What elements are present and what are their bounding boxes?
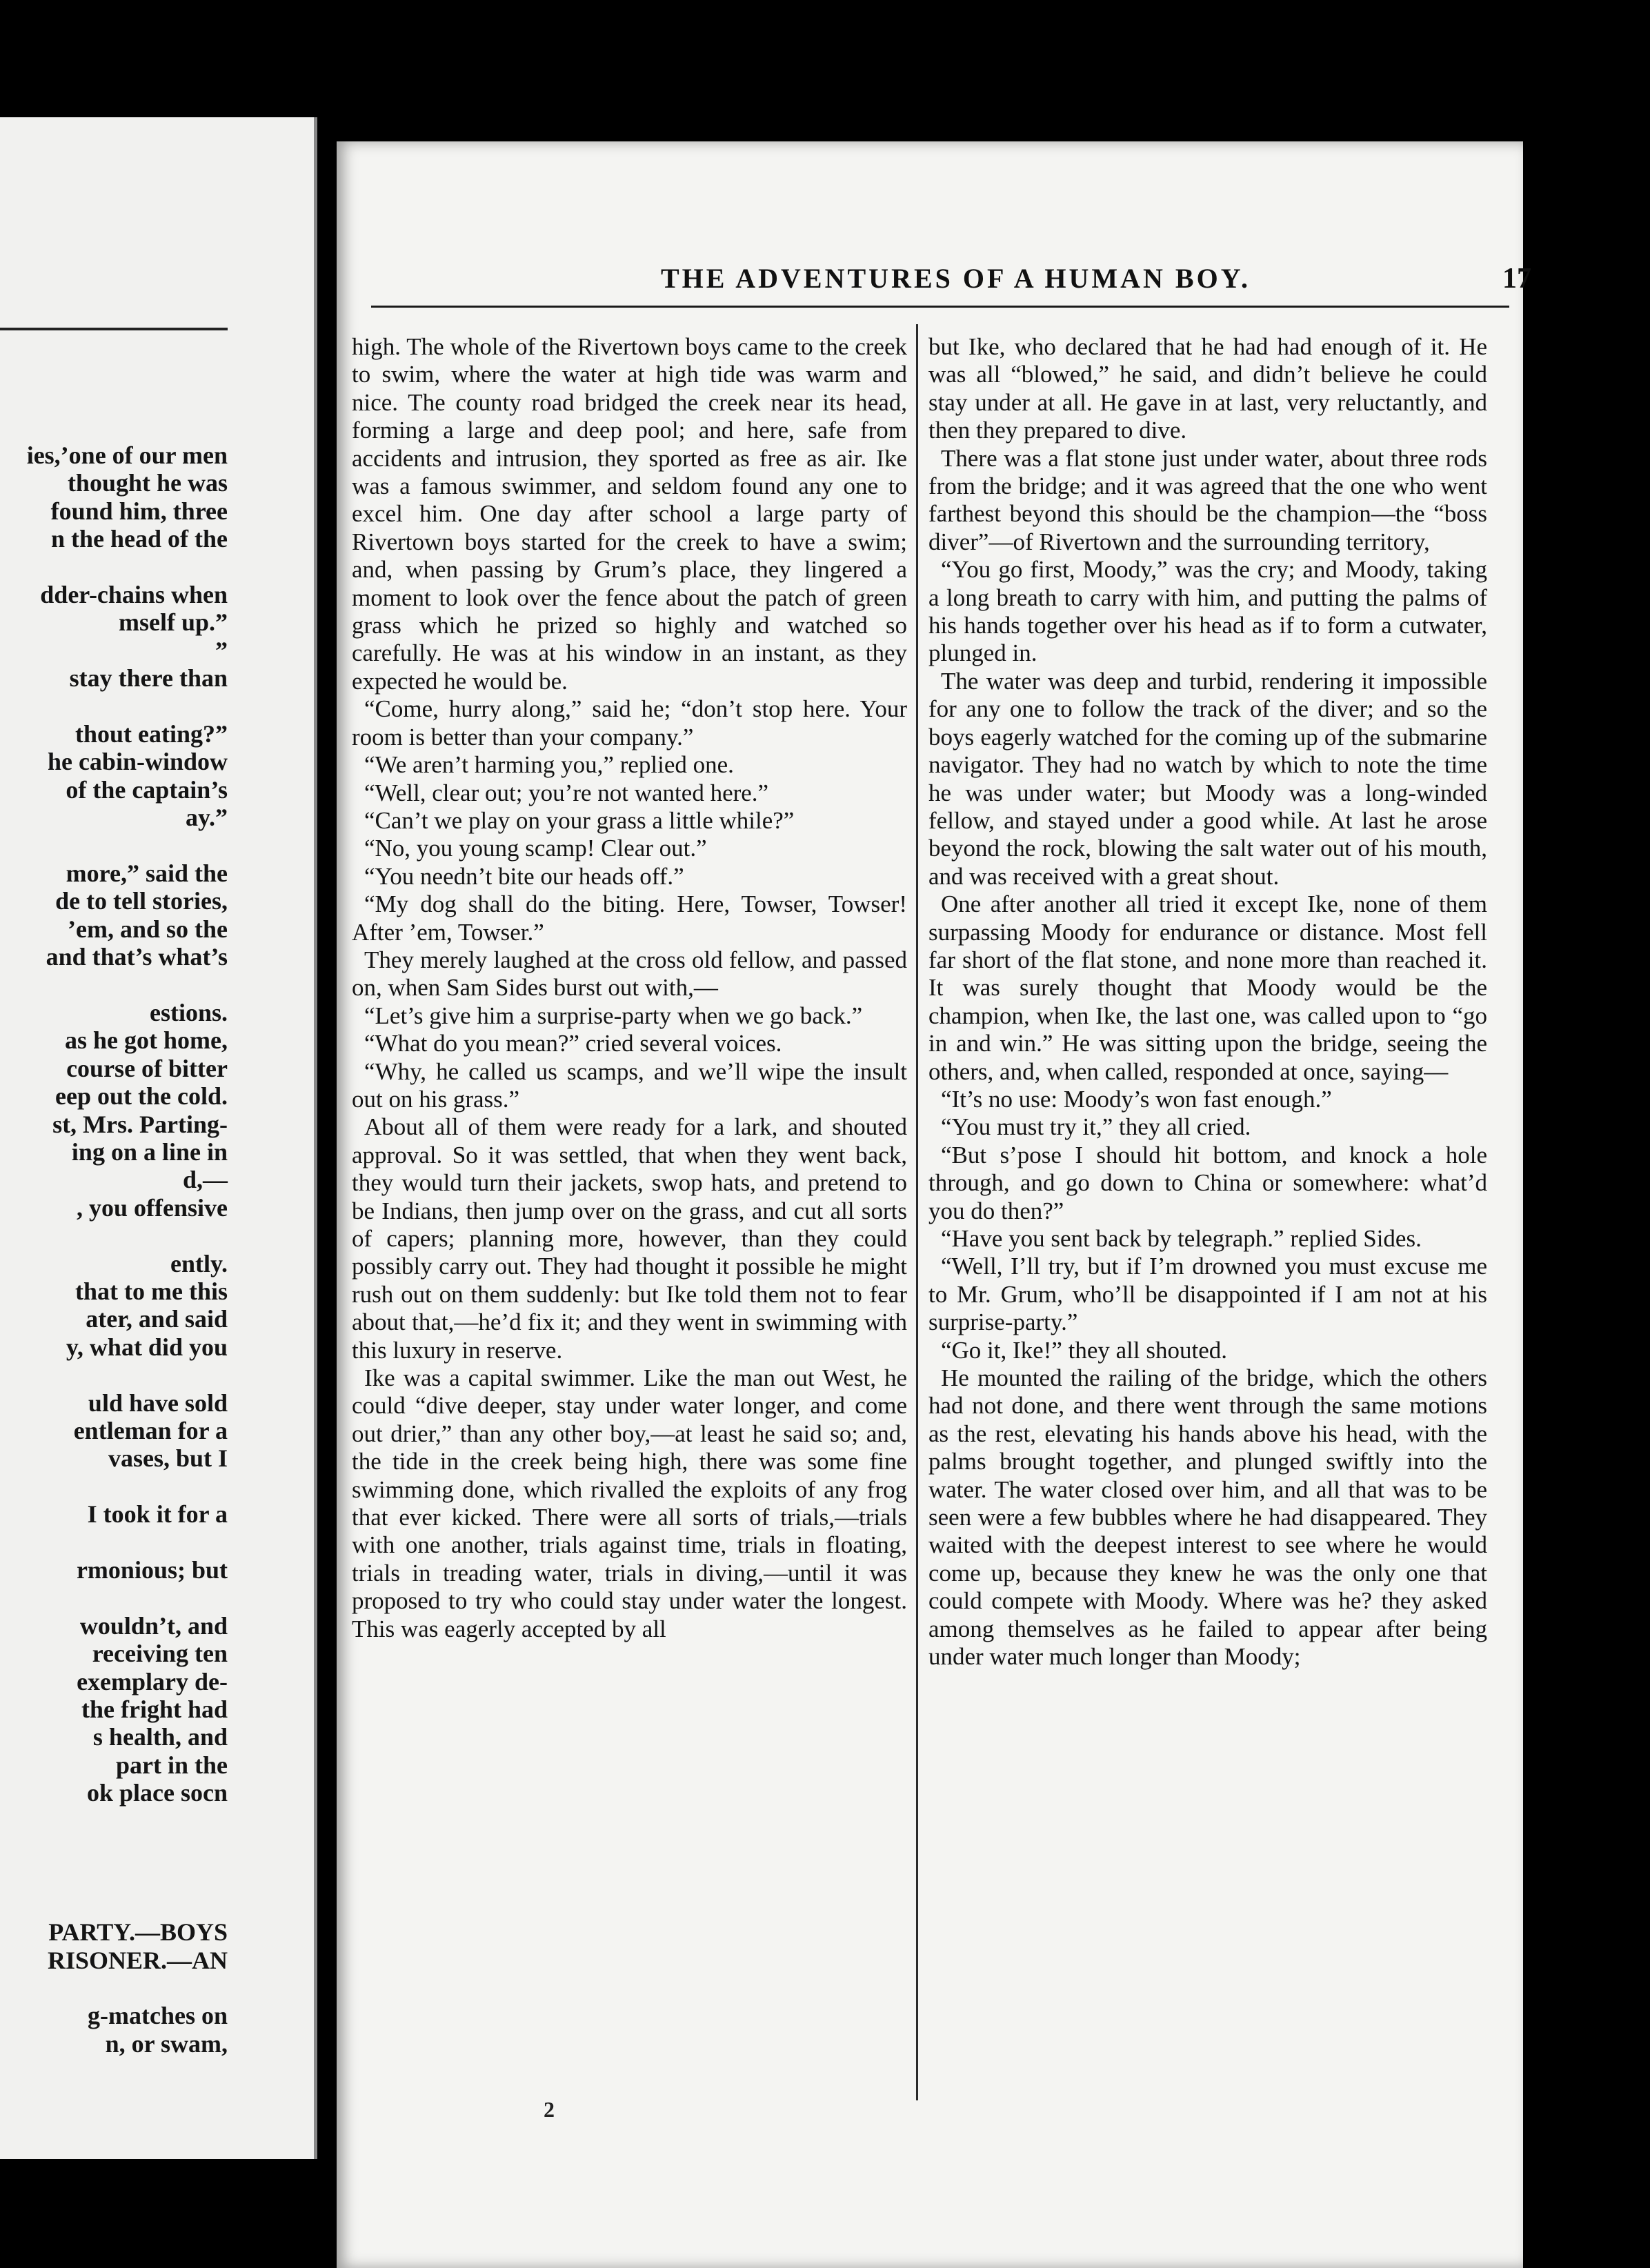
paragraph: “You go first, Moody,” was the cry; and Moody, taking a long breath to carry with him, and putting the palms of his hands together over his head as if to form a cutwater, plunged in. <box>928 556 1487 667</box>
paragraph: “Well, clear out; you’re not wanted here.” <box>364 779 769 806</box>
paragraph: “My dog shall do the biting. Here, Towser, Towser! After ’em, Towser.” <box>352 891 907 946</box>
left-page-line: rmonious; but <box>76 1556 228 1584</box>
left-page-line: ently. <box>170 1249 228 1277</box>
paragraph: One after another all tried it except Ike, none of them surpassing Moody for endurance or distance. Most fell far short of the flat stone, and none more than reached it. It was surely thought that Moody would be the champion, when Ike, the last one, was called upon to “go in and win.” He was sitting upon the bridge, seeing the others, and, when called, responded at once, saying— <box>928 891 1487 1085</box>
paragraph: “Well, I’ll try, but if I’m drowned you must excuse me to Mr. Grum, who’ll be disappointed if I am not at his surprise-party.” <box>928 1253 1487 1336</box>
running-head <box>337 262 1531 304</box>
paragraph: “Why, he called us scamps, and we’ll wipe the insult out on his grass.” <box>352 1057 907 1113</box>
left-page-line: I took it for a <box>87 1500 228 1529</box>
page-number: 17 <box>1502 263 1531 295</box>
signature-mark: 2 <box>544 2097 555 2122</box>
paragraph: Ike was a capital swimmer. Like the man out West, he could “dive deeper, stay under water longer, and come out drier,” than any other boy,—at least he said so; and, the tide in the creek being high, there was some fine swimming done, which rivalled the exploits of any frog that ever kicked. There were all sorts of trials,—trials with one another, trials against time, trials in floating, trials in treading water, trials in diving,—until it was proposed to try who could stay under water the longest. This was eagerly accepted by all <box>352 1364 907 1642</box>
paragraph: but Ike, who declared that he had had enough of it. He was all “blowed,” he said, and didn’t believe he could stay under at all. He gave in at last, very reluctantly, and then they prepared to dive. <box>928 333 1487 444</box>
left-page-line: the fright had <box>81 1695 228 1723</box>
paragraph: “Come, hurry along,” said he; “don’t stop here. Your room is better than your company.” <box>352 695 907 750</box>
adjacent-left-page <box>0 117 317 2159</box>
left-page-line: uld have sold <box>88 1389 228 1417</box>
paragraph: “Go it, Ike!” they all shouted. <box>941 1336 1228 1364</box>
left-page-line: st, Mrs. Parting- <box>52 1110 228 1138</box>
left-page-line: de to tell stories, <box>55 887 228 915</box>
paragraph: high. The whole of the Rivertown boys came to the creek to swim, where the water at high tide was warm and nice. The county road bridged the creek near its head, forming a large and deep pool; and here, safe from accidents and intrusion, they sported as free as air. Ike was a famous swimmer, and seldom found any one to excel him. One day after school a large party of Rivertown boys started for the creek to have a swim; and, when passing by Grum’s place, they lingered a moment to look over the fence about the patch of green grass which he prized so highly and watched so carefully. He was at his window in an instant, as they expected he would be. <box>352 333 907 695</box>
left-page-line: s health, and <box>92 1723 228 1751</box>
paragraph: “Let’s give him a surprise-party when we go back.” <box>364 1002 863 1029</box>
left-page-line: ies,’one of our men <box>26 441 228 469</box>
paragraph: They merely laughed at the cross old fellow, and passed on, when Sam Sides burst out with,— <box>352 946 907 1002</box>
paragraph: “You needn’t bite our heads off.” <box>364 862 684 890</box>
left-page-line: g-matches on <box>88 2002 228 2030</box>
left-page-line: entleman for a <box>73 1417 228 1444</box>
paragraph: He mounted the railing of the bridge, which the others had not done, and there went through the same motions as the rest, elevating his hands above his head, with the palms brought together, and plunged swiftly into the water. The water closed over him, and all that was to be seen were a few bubbles where he had disappeared. They waited with the deepest interest to see where he would come up, because they knew he was the only one that could compete with Moody. Where was he? they asked among themselves as he failed to appear after being under water much longer than Moody; <box>928 1364 1487 1671</box>
left-page-line: ’em, and so the <box>68 915 228 943</box>
left-page-line: and that’s what’s <box>46 943 228 971</box>
left-page-line: course of bitter <box>66 1054 228 1082</box>
left-page-line: thought he was <box>67 469 228 497</box>
left-page-line: wouldn’t, and <box>79 1611 228 1640</box>
left-page-line: as he got home, <box>65 1026 228 1055</box>
left-page-line: PARTY.—BOYS <box>48 1918 228 1947</box>
left-page-line: RISONER.—AN <box>47 1946 228 1974</box>
paragraph: “We aren’t harming you,” replied one. <box>364 751 734 779</box>
left-page-line: , you offensive <box>77 1193 228 1222</box>
left-page-line: estions. <box>149 999 228 1026</box>
left-page-line: stay there than <box>69 664 228 693</box>
left-page-line: found him, three <box>50 497 228 525</box>
left-page-line: ing on a line in <box>71 1138 228 1166</box>
paragraph: “You must try it,” they all cried. <box>941 1113 1251 1141</box>
book-page <box>337 141 1531 2268</box>
left-page-line: ater, and said <box>86 1305 228 1333</box>
paragraph: About all of them were ready for a lark, and shouted approval. So it was settled, that when they went back, they would turn their jackets, swop hats, and pretend to be Indians, then jump over on the grass, and cut all sorts of capers; planning more, however, than they could possibly carry out. They had thought it possible he might rush out on them suddenly: but Ike told them not to fear about that,—he’d fix it; and they went in swimming with this luxury in reserve. <box>352 1113 907 1364</box>
left-page-line: more,” said the <box>66 859 228 887</box>
paragraph: “It’s no use: Moody’s won fast enough.” <box>941 1085 1332 1113</box>
paragraph: “Have you sent back by telegraph.” replied Sides. <box>941 1225 1422 1252</box>
paragraph: The water was deep and turbid, rendering it impossible for any one to follow the track of the diver; and so the boys eagerly watched for the coming up of the submarine navigator. They had no watch by which to note the time he was under water; but Moody was a long-winded fellow, and stayed under a good while. At last he arose beyond the rock, blowing the salt water out of his mouth, and was received with a great shout. <box>928 667 1487 890</box>
paragraph: “Can’t we play on your grass a little while?” <box>364 806 795 834</box>
left-page-line: he cabin-window <box>47 748 228 776</box>
left-page-line: receiving ten <box>92 1640 228 1668</box>
left-page-line: exemplary de- <box>77 1667 228 1695</box>
left-page-line: n the head of the <box>50 525 228 553</box>
left-page-line: ok place socn <box>86 1779 228 1807</box>
left-page-line: y, what did you <box>66 1333 228 1361</box>
paragraph: “No, you young scamp! Clear out.” <box>364 835 707 862</box>
left-page-line: d,— <box>182 1166 228 1194</box>
left-page-line: part in the <box>116 1751 228 1779</box>
text-column-left <box>352 333 907 1643</box>
header-rule <box>371 306 1509 308</box>
left-page-line: eep out the cold. <box>55 1082 228 1111</box>
left-page-line: thout eating?” <box>74 720 228 748</box>
left-page-line: of the captain’s <box>66 775 228 804</box>
left-page-line: ” <box>215 636 228 664</box>
left-page-line: vases, but I <box>108 1444 228 1473</box>
paragraph: “But s’pose I should hit bottom, and knock a hole through, and go down to China or somewhere: what’d you do then?” <box>928 1141 1487 1224</box>
left-page-rule <box>0 328 228 330</box>
left-page-line: mself up.” <box>118 608 228 637</box>
left-page-line: n, or swam, <box>105 2029 228 2058</box>
text-column-right <box>928 333 1487 1671</box>
page-header-title: THE ADVENTURES OF A HUMAN BOY. <box>661 263 1251 294</box>
column-divider <box>916 324 918 2100</box>
paragraph: “What do you mean?” cried several voices. <box>364 1030 782 1057</box>
left-page-line: dder-chains when <box>40 581 228 608</box>
left-page-line: that to me this <box>75 1277 228 1305</box>
left-page-line: ay.” <box>185 804 228 832</box>
paragraph: There was a flat stone just under water, about three rods from the bridge; and it was agreed that the one who went farthest beyond this should be the champion—the “boss diver”—of Rivertown and the surrounding territory, <box>928 444 1487 555</box>
